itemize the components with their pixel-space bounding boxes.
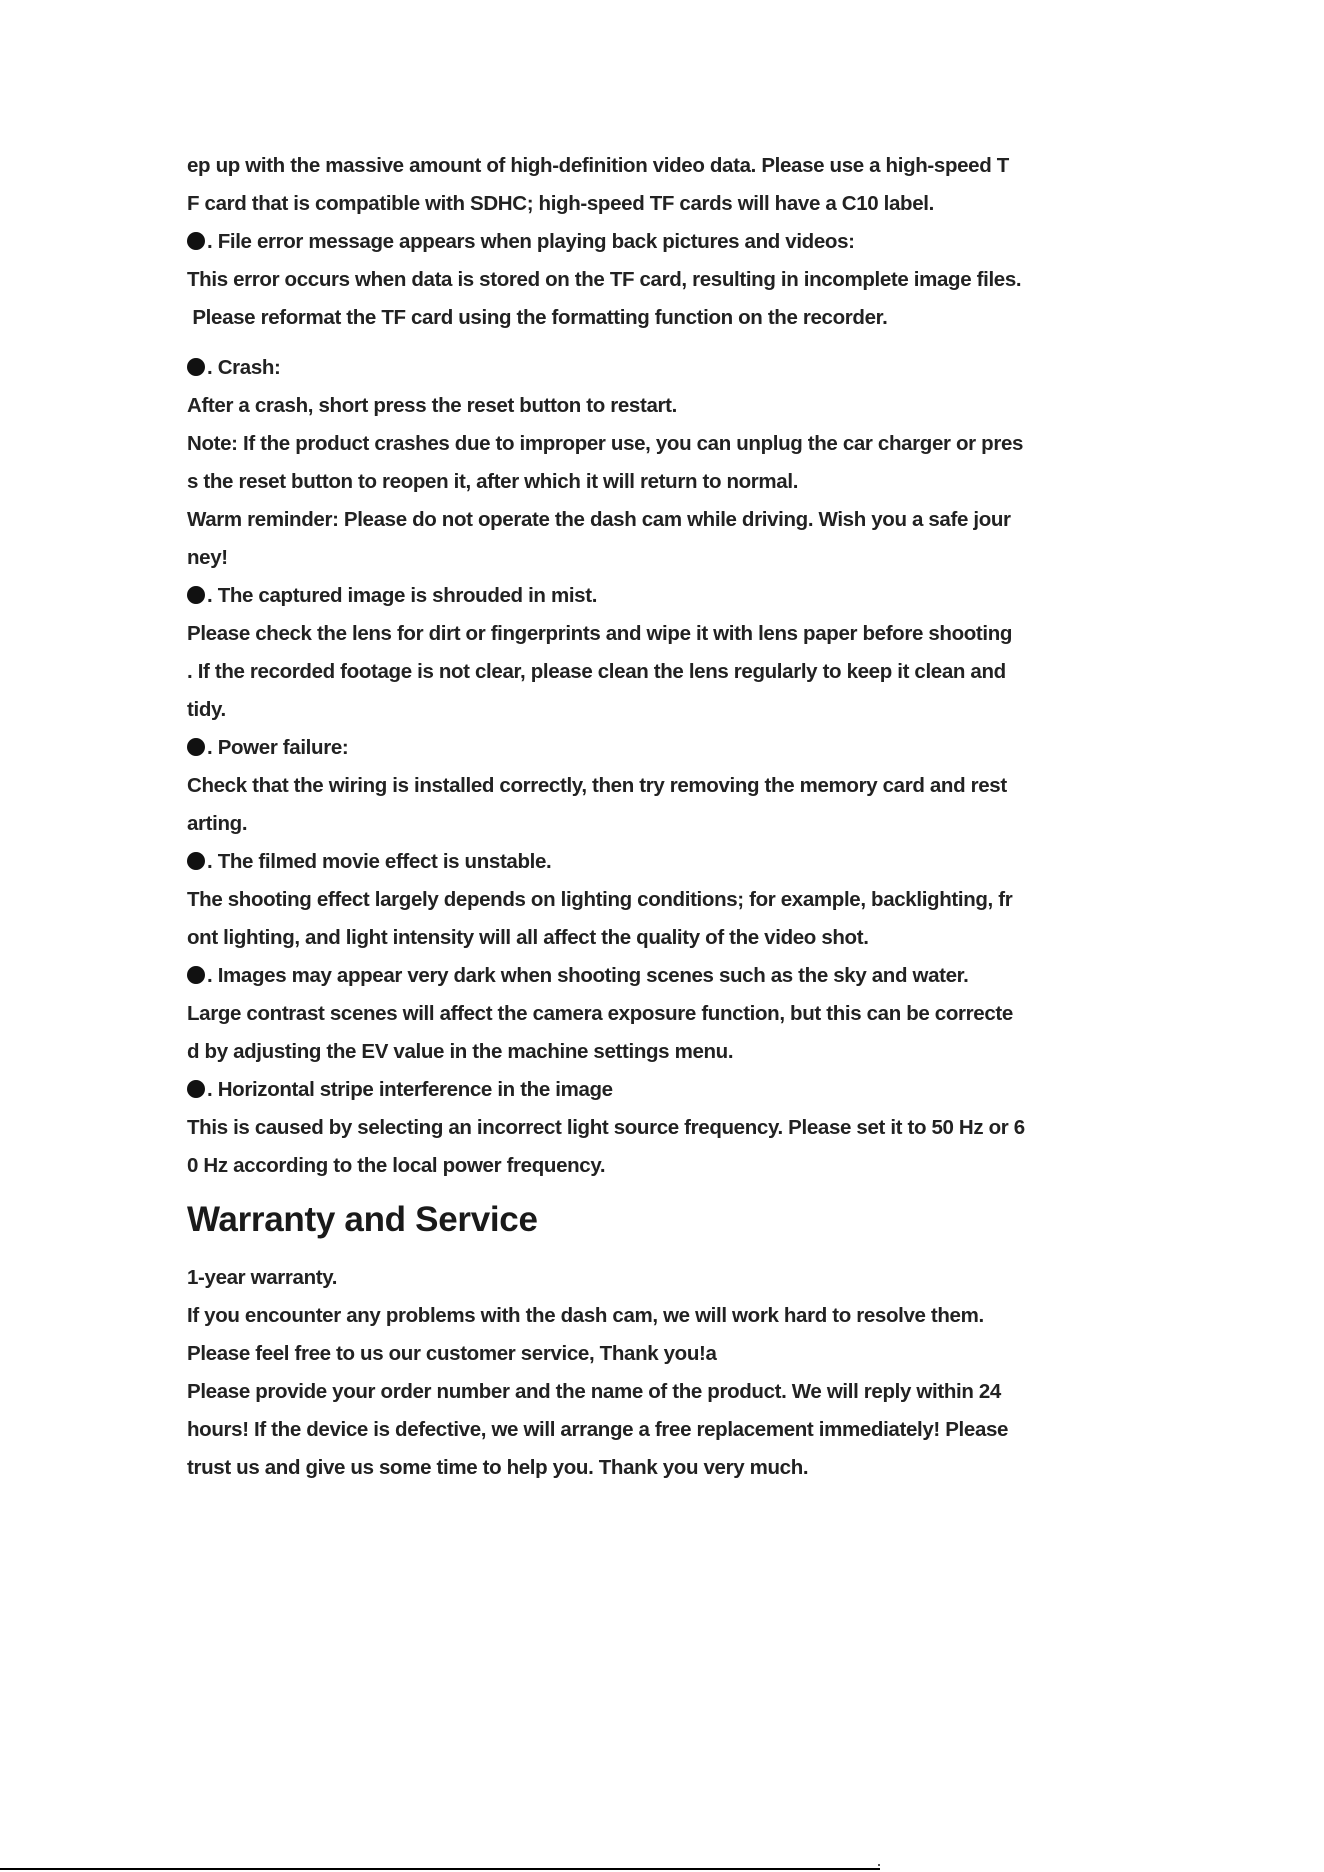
section-title-text: . Crash: <box>207 356 281 379</box>
body-text-line: If you encounter any problems with the dash cam, we will work hard to resolve them. <box>187 1304 984 1327</box>
body-text-line: arting. <box>187 812 248 835</box>
section-title-crash <box>187 349 1067 387</box>
body-text-line: Check that the wiring is installed correctly, then try removing the memory card and rest <box>187 774 1007 797</box>
body-text-line: Large contrast scenes will affect the camera exposure function, but this can be correcte <box>187 1002 1013 1025</box>
body-text-line: Please feel free to us our customer service, Thank you!a <box>187 1342 717 1365</box>
body-text-line: Please provide your order number and the name of the product. We will reply within 24 <box>187 1380 1001 1403</box>
body-text-line: hours! If the device is defective, we will arrange a free replacement immediately! Please <box>187 1418 1009 1441</box>
body-text-line: s the reset button to reopen it, after which it will return to normal. <box>187 470 799 493</box>
body-text-line: d by adjusting the EV value in the machine settings menu. <box>187 1040 734 1063</box>
spacer <box>187 337 1067 349</box>
bullet-icon <box>187 586 205 604</box>
section-title-mist <box>187 577 1067 615</box>
body-text-line: trust us and give us some time to help you. Thank you very much. <box>187 1456 809 1479</box>
body-text-line: F card that is compatible with SDHC; high-speed TF cards will have a C10 label. <box>187 192 934 215</box>
page-bottom-mark <box>878 1864 880 1866</box>
body-text-line: This error occurs when data is stored on the TF card, resulting in incomplete image files. <box>187 268 1022 291</box>
page-bottom-rule <box>0 1868 880 1870</box>
body-text-line: ney! <box>187 546 228 569</box>
body-text-line: 0 Hz according to the local power frequency. <box>187 1154 606 1177</box>
body-text-line: ep up with the massive amount of high-definition video data. Please use a high-speed T <box>187 154 1009 177</box>
body-text-line: Please reformat the TF card using the formatting function on the recorder. <box>187 306 888 329</box>
bullet-icon <box>187 358 205 376</box>
section-title-unstable <box>187 843 1067 881</box>
bullet-icon <box>187 966 205 984</box>
section-title-text: . The captured image is shrouded in mist. <box>207 584 598 607</box>
body-text-line: ont lighting, and light intensity will all affect the quality of the video shot. <box>187 926 869 949</box>
section-title-file-error <box>187 223 1067 261</box>
section-title-text: . File error message appears when playing back pictures and videos: <box>207 230 855 253</box>
section-title-dark-images <box>187 957 1067 995</box>
bullet-icon <box>187 232 205 250</box>
section-title-text: . Power failure: <box>207 736 349 759</box>
section-title-power-failure <box>187 729 1067 767</box>
bullet-icon <box>187 738 205 756</box>
page-content <box>187 147 1067 1487</box>
body-text-line: . If the recorded footage is not clear, please clean the lens regularly to keep it clean and <box>187 660 1006 683</box>
body-text-line: Warm reminder: Please do not operate the dash cam while driving. Wish you a safe jour <box>187 508 1011 531</box>
body-text-line: This is caused by selecting an incorrect light source frequency. Please set it to 50 Hz or 6 <box>187 1116 1025 1139</box>
bullet-icon <box>187 1080 205 1098</box>
body-text-line: tidy. <box>187 698 226 721</box>
section-title-text: . Horizontal stripe interference in the image <box>207 1078 613 1101</box>
section-title-text: . Images may appear very dark when shooting scenes such as the sky and water. <box>207 964 969 987</box>
section-title-text: . The filmed movie effect is unstable. <box>207 850 552 873</box>
body-text-line: 1-year warranty. <box>187 1266 338 1289</box>
body-text-line: Note: If the product crashes due to improper use, you can unplug the car charger or pres <box>187 432 1024 455</box>
body-text-line: The shooting effect largely depends on lighting conditions; for example, backlighting, fr <box>187 888 1013 911</box>
body-text-line: Please check the lens for dirt or fingerprints and wipe it with lens paper before shooting <box>187 622 1013 645</box>
bullet-icon <box>187 852 205 870</box>
warranty-heading: Warranty and Service <box>187 1200 538 1239</box>
body-text-line: After a crash, short press the reset button to restart. <box>187 394 677 417</box>
section-title-stripe <box>187 1071 1067 1109</box>
